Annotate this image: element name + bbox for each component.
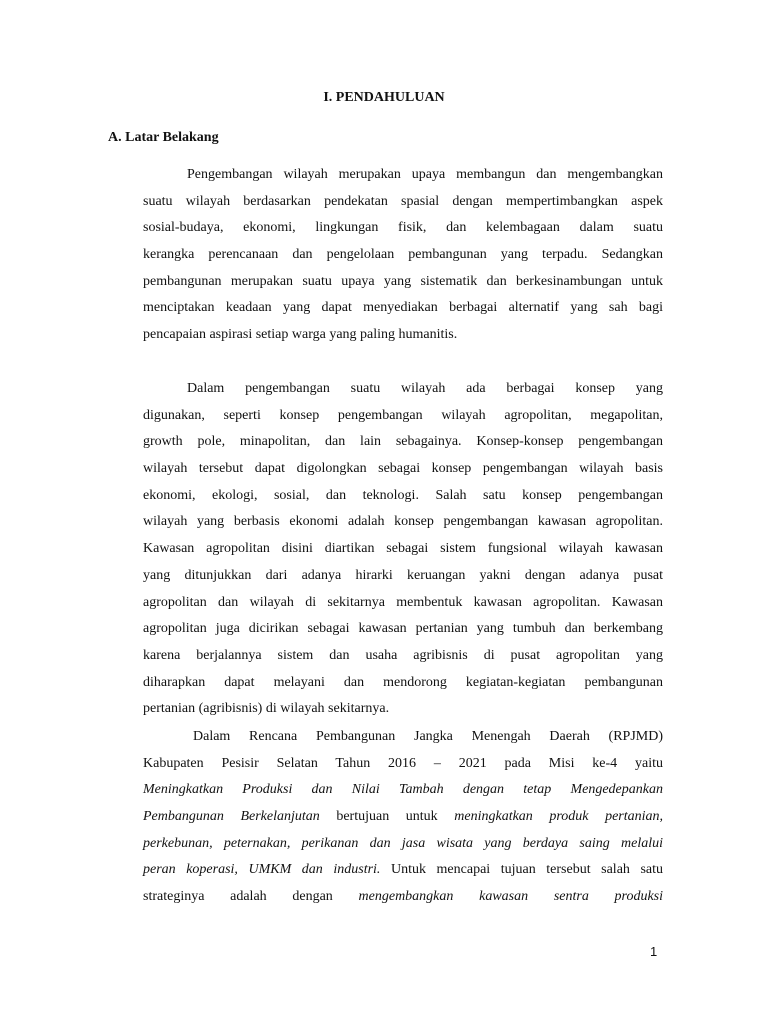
- paragraph-line: yang ditunjukkan dari adanya hirarki keruangan yakni dengan adanya pusat: [143, 567, 663, 583]
- chapter-title: I. PENDAHULUAN: [323, 90, 445, 105]
- paragraph-line: kerangka perencanaan dan pengelolaan pembangunan yang terpadu. Sedangkan: [143, 247, 663, 263]
- italic-text: Meningkatkan Produksi dan Nilai Tambah dengan tetap Mengedepankan: [143, 782, 663, 798]
- paragraph-line: [143, 777, 663, 804]
- italic-text: perkebunan, peternakan, perikanan dan jasa wisata yang berdaya saing melalui: [143, 835, 663, 851]
- paragraph-line: Dalam Rencana Pembangunan Jangka Menengah Daerah (RPJMD): [193, 729, 663, 744]
- italic-text: meningkatkan produk pertanian,: [454, 809, 664, 825]
- paragraph-line: [143, 884, 663, 911]
- paragraph-line: Kabupaten Pesisir Selatan Tahun 2016 – 2021 pada Misi ke-4 yaitu: [143, 755, 663, 771]
- paragraph-line: wilayah tersebut dapat digolongkan sebagai konsep pengembangan wilayah basis: [143, 461, 663, 477]
- normal-text: strateginya adalah dengan: [143, 889, 333, 905]
- paragraph-line: agropolitan dan wilayah di sekitarnya membentuk kawasan agropolitan. Kawasan: [143, 594, 663, 610]
- paragraph-line: pertanian (agribisnis) di wilayah sekitarnya.: [143, 701, 390, 717]
- paragraph-line: agropolitan juga dicirikan sebagai kawasan pertanian yang tumbuh dan berkembang: [143, 621, 663, 637]
- italic-text: peran koperasi, UMKM dan industri.: [143, 862, 381, 878]
- paragraph-line: pencapaian aspirasi setiap warga yang paling humanitis.: [143, 327, 458, 343]
- paragraph-line: ekonomi, ekologi, sosial, dan teknologi. Salah satu konsep pengembangan: [143, 487, 663, 503]
- paragraph-3: [143, 724, 663, 911]
- normal-text: bertujuan untuk: [336, 809, 438, 825]
- paragraph-line: sosial-budaya, ekonomi, lingkungan fisik, dan kelembagaan dalam suatu: [143, 220, 663, 236]
- italic-text: mengembangkan kawasan sentra produksi: [358, 889, 664, 905]
- paragraph-line: digunakan, seperti konsep pengembangan wilayah agropolitan, megapolitan,: [143, 407, 663, 423]
- paragraph-line: [143, 857, 663, 884]
- paragraph-1: [143, 162, 663, 349]
- paragraph-line: karena berjalannya sistem dan usaha agribisnis di pusat agropolitan yang: [143, 647, 663, 663]
- paragraph-line: suatu wilayah berdasarkan pendekatan spasial dengan mempertimbangkan aspek: [143, 193, 663, 209]
- paragraph-line: Kawasan agropolitan disini diartikan sebagai sistem fungsional wilayah kawasan: [143, 541, 663, 557]
- paragraph-line: [143, 831, 663, 858]
- normal-text: Untuk mencapai tujuan tersebut salah satu: [390, 862, 664, 878]
- page-number: 1: [650, 944, 658, 959]
- paragraph-2: [143, 376, 663, 723]
- paragraph-line: [143, 804, 663, 831]
- paragraph-line: Pengembangan wilayah merupakan upaya membangun dan mengembangkan: [187, 167, 663, 182]
- paragraph-line: growth pole, minapolitan, dan lain sebagainya. Konsep-konsep pengembangan: [143, 434, 663, 450]
- paragraph-line: Dalam pengembangan suatu wilayah ada berbagai konsep yang: [187, 381, 663, 396]
- paragraph-line: diharapkan dapat melayani dan mendorong kegiatan-kegiatan pembangunan: [143, 674, 663, 690]
- italic-text: Pembangunan Berkelanjutan: [143, 809, 320, 825]
- section-title: A. Latar Belakang: [108, 130, 219, 145]
- paragraph-line: menciptakan keadaan yang dapat menyediakan berbagai alternatif yang sah bagi: [143, 300, 663, 316]
- paragraph-line: wilayah yang berbasis ekonomi adalah konsep pengembangan kawasan agropolitan.: [143, 514, 663, 530]
- paragraph-line: pembangunan merupakan suatu upaya yang sistematik dan berkesinambungan untuk: [143, 273, 663, 289]
